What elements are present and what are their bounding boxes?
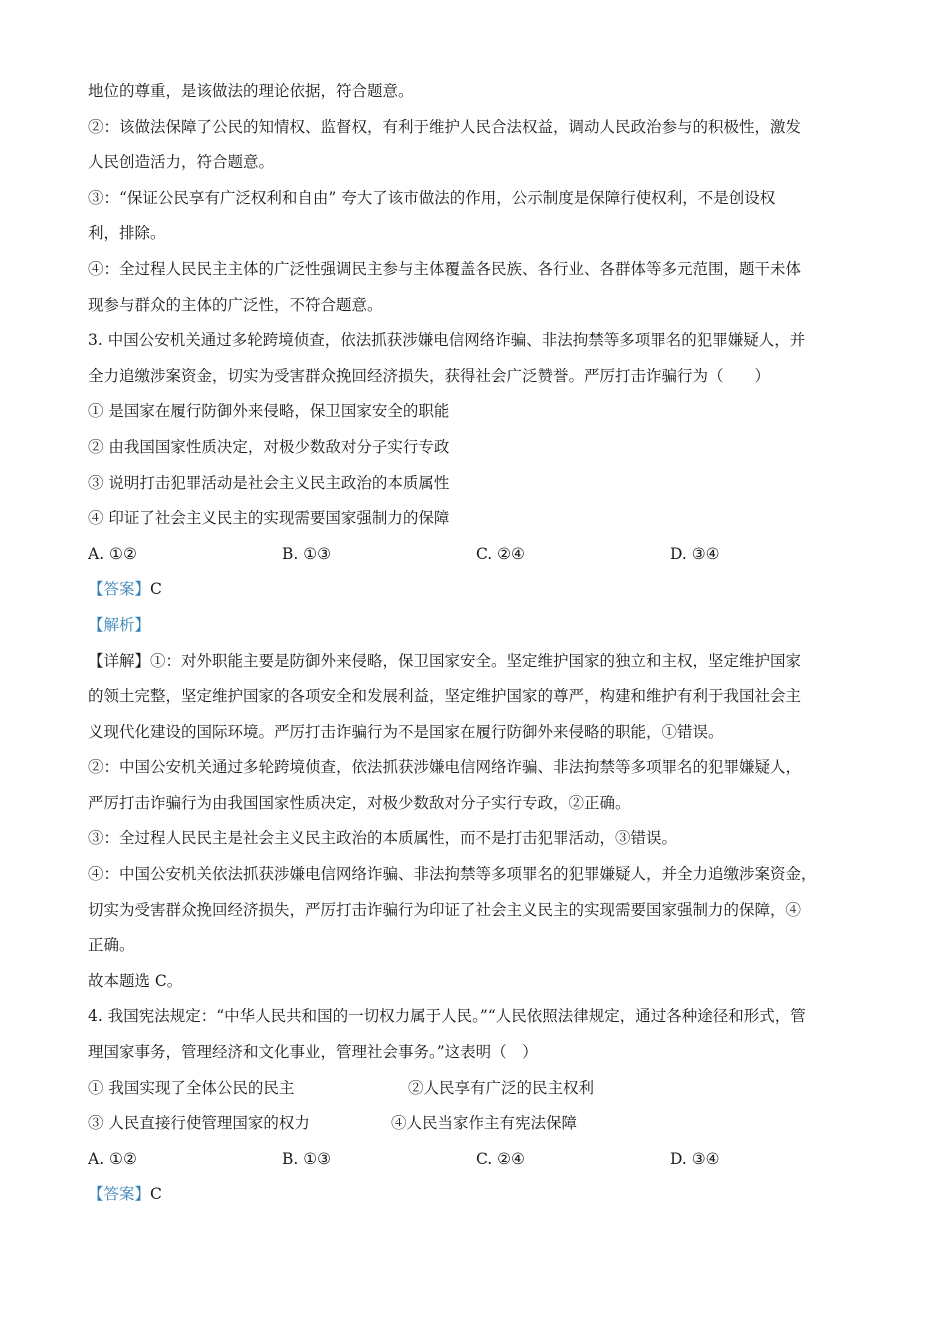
answer-line bbox=[88, 572, 868, 608]
detail-tag: 【详解】 bbox=[88, 651, 151, 670]
detail-text: 义现代化建设的国际环境。严厉打击诈骗行为不是国家在履行防御外来侵略的职能，①错误。 bbox=[88, 722, 724, 741]
text-line: ④：全过程人民民主主体的广泛性强调民主参与主体覆盖各民族、各行业、各群体等多元范围，题干未体 bbox=[88, 259, 802, 278]
detail-line bbox=[88, 644, 868, 680]
answer-value: C bbox=[150, 1185, 162, 1204]
statement-1: ① 是国家在履行防御外来侵略，保卫国家安全的职能 bbox=[88, 402, 450, 421]
document-page bbox=[88, 74, 868, 1213]
detail-text: 切实为受害群众挽回经济损失，严厉打击诈骗行为印证了社会主义民主的实现需要国家强制力的保障，④ bbox=[88, 900, 802, 919]
question-stem: 理国家事务，管理经济和文化事业，管理社会事务。”这表明（ ） bbox=[88, 1043, 538, 1062]
question-stem: 4. 我国宪法规定：“中华人民共和国的一切权力属于人民。”“人民依照法律规定，通过各种途径和形式，管 bbox=[88, 1007, 806, 1026]
statement-2: ②人民享有广泛的民主权利 bbox=[408, 1078, 595, 1097]
answer-tag: 【答案】 bbox=[88, 580, 151, 599]
analysis-tag: 【解析】 bbox=[88, 615, 151, 634]
detail-text: 严厉打击诈骗行为由我国国家性质决定，对极少数敌对分子实行专政，②正确。 bbox=[88, 793, 631, 812]
statement-4: ④ 印证了社会主义民主的实现需要国家强制力的保障 bbox=[88, 509, 450, 528]
text-line: 人民创造活力，符合题意。 bbox=[88, 153, 275, 172]
option-c: C. ②④ bbox=[476, 1149, 525, 1168]
statement-2: ② 由我国国家性质决定，对极少数敌对分子实行专政 bbox=[88, 437, 450, 456]
text-line: 利，排除。 bbox=[88, 224, 166, 243]
text-line: ③：“保证公民享有广泛权利和自由” 夸大了该市做法的作用，公示制度是保障行使权利，不是创设权 bbox=[88, 188, 776, 207]
answer-tag: 【答案】 bbox=[88, 1185, 151, 1204]
detail-text: ④：中国公安机关依法抓获涉嫌电信网络诈骗、非法拘禁等多项罪名的犯罪嫌疑人，并全力追缴涉案资金， bbox=[88, 865, 817, 884]
question-3 bbox=[88, 323, 868, 999]
option-b: B. ①③ bbox=[282, 1149, 332, 1168]
text-line: 现参与群众的主体的广泛性，不符合题意。 bbox=[88, 295, 383, 314]
statement-3: ③ 人民直接行使管理国家的权力 bbox=[88, 1114, 310, 1133]
option-c: C. ②④ bbox=[476, 544, 525, 563]
option-a: A. ①② bbox=[88, 1149, 137, 1168]
option-d: D. ③④ bbox=[670, 544, 720, 563]
question-4 bbox=[88, 999, 868, 1213]
text-line: ②：该做法保障了公民的知情权、监督权，有利于维护人民合法权益，调动人民政治参与的积极性，激发 bbox=[88, 117, 802, 136]
detail-text: ②：中国公安机关通过多轮跨境侦查，依法抓获涉嫌电信网络诈骗、非法拘禁等多项罪名的犯罪嫌疑人， bbox=[88, 758, 802, 777]
conclusion: 故本题选 C。 bbox=[88, 971, 183, 990]
statement-4: ④人民当家作主有宪法保障 bbox=[391, 1114, 578, 1133]
analysis-line bbox=[88, 608, 868, 644]
detail-text: ①：对外职能主要是防御外来侵略，保卫国家安全。坚定维护国家的独立和主权，坚定维护国家 bbox=[150, 651, 802, 670]
option-a: A. ①② bbox=[88, 544, 137, 563]
option-d: D. ③④ bbox=[670, 1149, 720, 1168]
answer-options bbox=[88, 537, 868, 573]
detail-text: 正确。 bbox=[88, 936, 135, 955]
statements-row bbox=[88, 1071, 868, 1107]
detail-text: 的领土完整，坚定维护国家的各项安全和发展利益，坚定维护国家的尊严，构建和维护有利于我国社会主 bbox=[88, 687, 802, 706]
statement-1: ① 我国实现了全体公民的民主 bbox=[88, 1078, 295, 1097]
answer-value: C bbox=[150, 580, 162, 599]
statement-3: ③ 说明打击犯罪活动是社会主义民主政治的本质属性 bbox=[88, 473, 450, 492]
answer-options bbox=[88, 1142, 868, 1178]
answer-line bbox=[88, 1177, 868, 1213]
question-stem: 全力追缴涉案资金，切实为受害群众挽回经济损失，获得社会广泛赞誉。严厉打击诈骗行为（ ） bbox=[88, 366, 771, 385]
question-stem: 3. 中国公安机关通过多轮跨境侦查，依法抓获涉嫌电信网络诈骗、非法拘禁等多项罪名的犯罪嫌疑人，并 bbox=[88, 331, 806, 350]
detail-text: ③：全过程人民民主是社会主义民主政治的本质属性，而不是打击犯罪活动，③错误。 bbox=[88, 829, 678, 848]
option-b: B. ①③ bbox=[282, 544, 332, 563]
statements-row bbox=[88, 1106, 868, 1142]
text-line: 地位的尊重，是该做法的理论依据，符合题意。 bbox=[88, 82, 414, 100]
